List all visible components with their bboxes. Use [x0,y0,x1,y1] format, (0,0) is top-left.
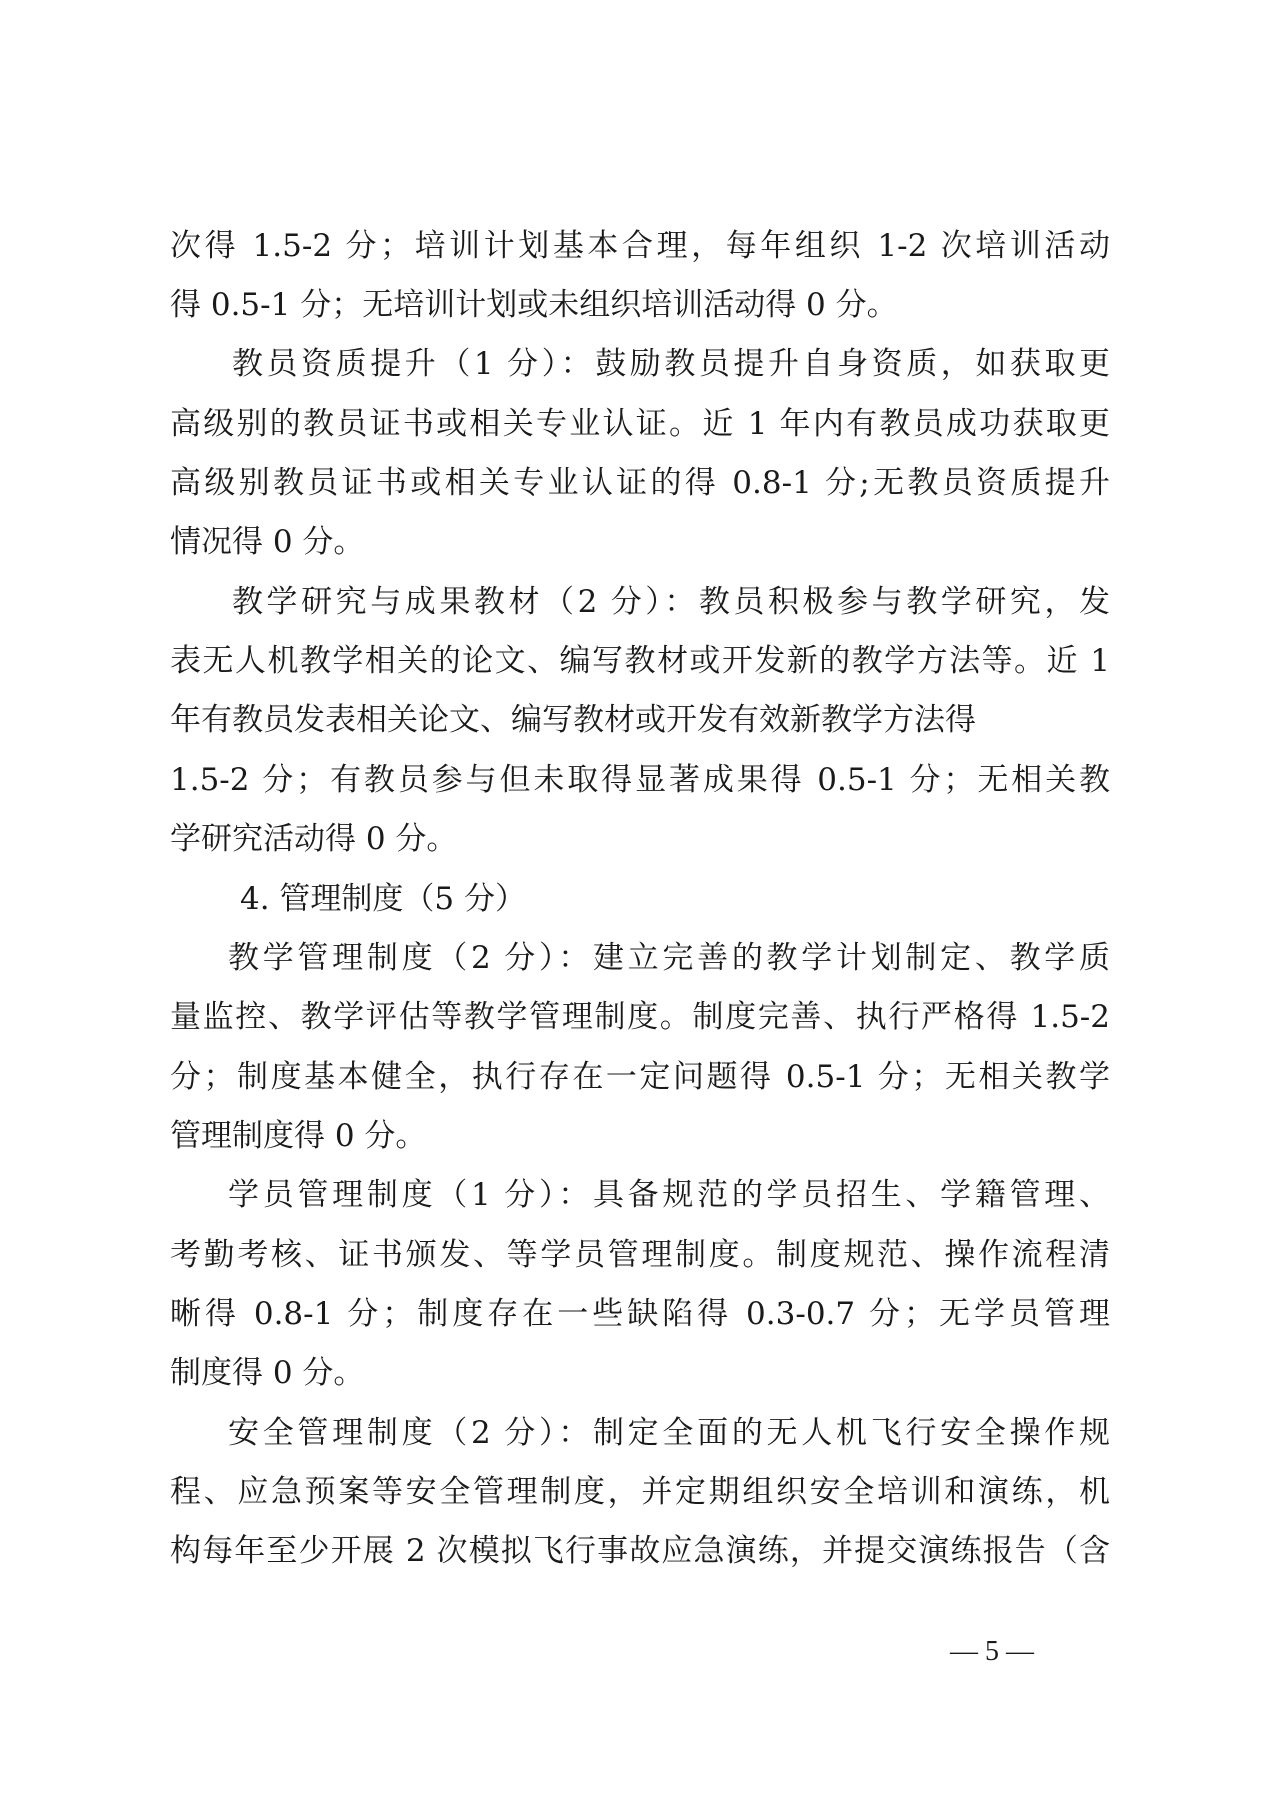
body-line-20: 制度得 0 分。 [170,1355,365,1391]
paragraph-teaching-research: 教学研究与成果教材（2 分）：教员积极参与教学研究，发 [232,584,1110,620]
page-number: — 5 — [950,1636,1034,1667]
paragraph-teaching-management: 教学管理制度（2 分）：建立完善的教学计划制定、教学质 [228,940,1110,976]
paragraph-student-management: 学员管理制度（1 分）：具备规范的学员招生、学籍管理、 [228,1177,1110,1213]
body-line-2: 得 0.5-1 分；无培训计划或未组织培训活动得 0 分。 [170,287,898,323]
body-line-6: 情况得 0 分。 [170,524,365,560]
body-line-4: 高级别的教员证书或相关专业认证。近 1 年内有教员成功获取更 [170,406,1110,442]
body-line-9: 年有教员发表相关论文、编写教材或开发有效新教学方法得 [170,702,976,738]
body-line-5: 高级别教员证书或相关专业认证的得 0.8-1 分;无教员资质提升 [170,465,1110,501]
body-line-10: 1.5-2 分；有教员参与但未取得显著成果得 0.5-1 分；无相关教 [170,762,1110,798]
body-line-11: 学研究活动得 0 分。 [170,821,458,857]
body-line-14: 量监控、教学评估等教学管理制度。制度完善、执行严格得 1.5-2 [170,999,1110,1035]
paragraph-safety-management: 安全管理制度（2 分）：制定全面的无人机飞行安全操作规 [228,1415,1110,1451]
body-line-1: 次得 1.5-2 分；培训计划基本合理，每年组织 1-2 次培训活动 [170,228,1110,264]
section-heading-management: 4. 管理制度（5 分） [240,881,527,917]
body-line-15: 分；制度基本健全，执行存在一定问题得 0.5-1 分；无相关教学 [170,1059,1110,1095]
body-line-22: 程、应急预案等安全管理制度，并定期组织安全培训和演练，机 [170,1474,1110,1510]
body-line-8: 表无人机教学相关的论文、编写教材或开发新的教学方法等。近 1 [170,643,1110,679]
body-line-23: 构每年至少开展 2 次模拟飞行事故应急演练，并提交演练报告（含 [170,1533,1110,1569]
body-line-18: 考勤考核、证书颁发、等学员管理制度。制度规范、操作流程清 [170,1237,1110,1273]
body-line-19: 晰得 0.8-1 分；制度存在一些缺陷得 0.3-0.7 分；无学员管理 [170,1296,1110,1332]
body-line-16: 管理制度得 0 分。 [170,1118,427,1154]
paragraph-instructor-qualification: 教员资质提升（1 分）：鼓励教员提升自身资质，如获取更 [232,346,1110,382]
